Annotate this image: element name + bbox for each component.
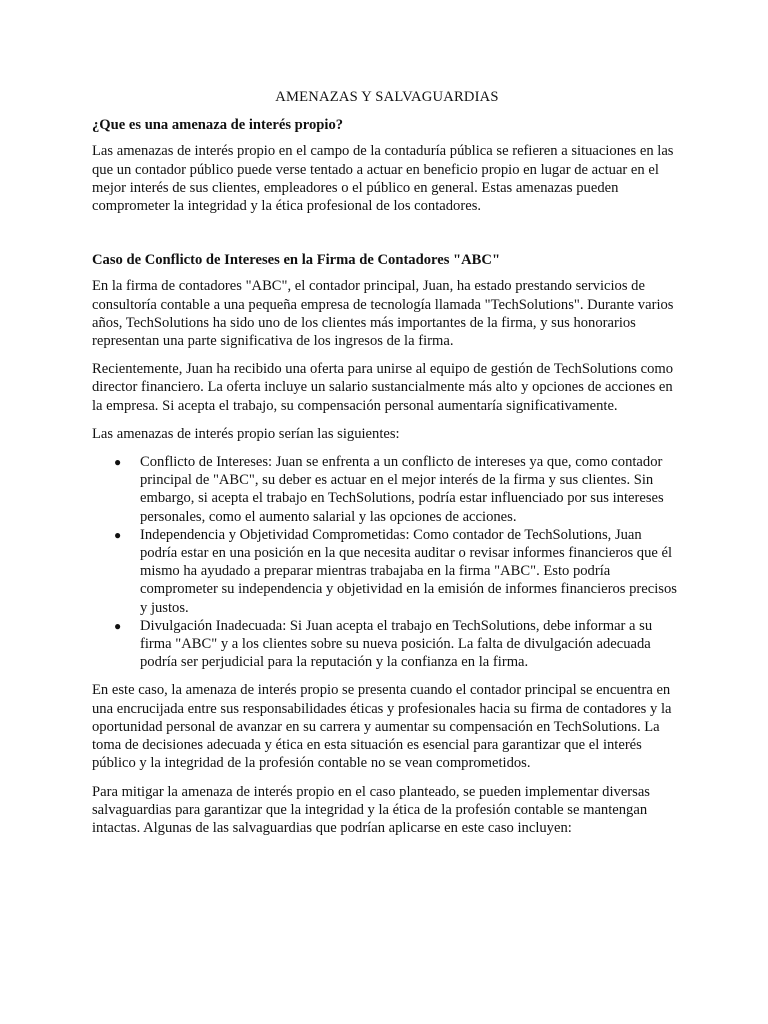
mitigation-paragraph: Para mitigar la amenaza de interés propio en el caso planteado, se pueden implementar diversas salvaguardias para garantizar que la integridad y la ética de la profesión contable se mantengan intactas. Algunas de las salvaguardias que podrían aplicarse en este caso incluyen: [92, 783, 650, 836]
list-intro: Las amenazas de interés propio serían las siguientes: [92, 425, 400, 442]
threats-list [92, 453, 682, 671]
intro-paragraph: Las amenazas de interés propio en el campo de la contaduría pública se refieren a situaciones en las que un contador público puede verse tentado a actuar en beneficio propio en lugar de actuar en el mejor interés de sus clientes, empleadores o el público en general. Estas amenazas pueden comprometer la integridad y la ética profesional de los contadores. [92, 143, 674, 215]
list-item [92, 617, 682, 672]
case-heading: Caso de Conflicto de Intereses en la Firma de Contadores "ABC" [92, 252, 501, 269]
case-paragraph-1: En la firma de contadores "ABC", el contador principal, Juan, ha estado prestando servicios de consultoría contable a una pequeña empresa de tecnología llamada "TechSolutions". Durante varios años, TechSolutions ha sido uno de los clientes más importantes de la firma, y sus honorarios representan una parte significativa de los ingresos de la firma. [92, 278, 674, 350]
threat-text: Divulgación Inadecuada: Si Juan acepta el trabajo en TechSolutions, debe informar a su firma "ABC" y a los clientes sobre su nueva posición. La falta de divulgación adecuada podría ser perjudicial para la reputación y la confianza en la firma. [140, 617, 653, 671]
list-item [92, 526, 682, 617]
bullet-icon: ● [114, 455, 122, 470]
bullet-icon: ● [114, 527, 122, 542]
threat-text: Independencia y Objetividad Comprometidas: Como contador de TechSolutions, Juan podría estar en una posición en la que necesita auditar o revisar informes financieros que él mismo ha ayudado a preparar mientras trabajaba en la firma "ABC". Esto podría comprometer su independencia y objetividad en la emisión de informes financieros precisos y justos. [140, 526, 677, 616]
document-page [92, 88, 682, 847]
case-paragraph-2: Recientemente, Juan ha recibido una oferta para unirse al equipo de gestión de TechSolutions como director financiero. La oferta incluye un salario sustancialmente más alto y opciones de acciones en la empresa. Si acepta el trabajo, su compensación personal aumentaría significativamente. [92, 361, 674, 414]
analysis-paragraph: En este caso, la amenaza de interés propio se presenta cuando el contador principal se encuentra en una encrucijada entre sus responsabilidades éticas y profesionales hacia su firma de contadores y la oportunidad personal de avanzar en su carrera y aumentar su compensación en TechSolutions. La toma de decisiones adecuada y ética en esta situación es esencial para garantizar que el interés público y la integridad de la profesión contable no se vean comprometidos. [92, 682, 672, 772]
list-item [92, 453, 682, 526]
section-spacer [92, 225, 682, 251]
question-heading: ¿Que es una amenaza de interés propio? [92, 117, 344, 134]
document-title: AMENAZAS Y SALVAGUARDIAS [275, 89, 499, 105]
threat-text: Conflicto de Intereses: Juan se enfrenta a un conflicto de intereses ya que, como contador principal de "ABC", su deber es actuar en el mejor interés de la firma y sus clientes. Sin embargo, si acepta el trabajo en TechSolutions, podría estar influenciado por sus intereses personales, como el aumento salarial y las opciones de acciones. [140, 454, 664, 525]
bullet-icon: ● [114, 618, 122, 633]
